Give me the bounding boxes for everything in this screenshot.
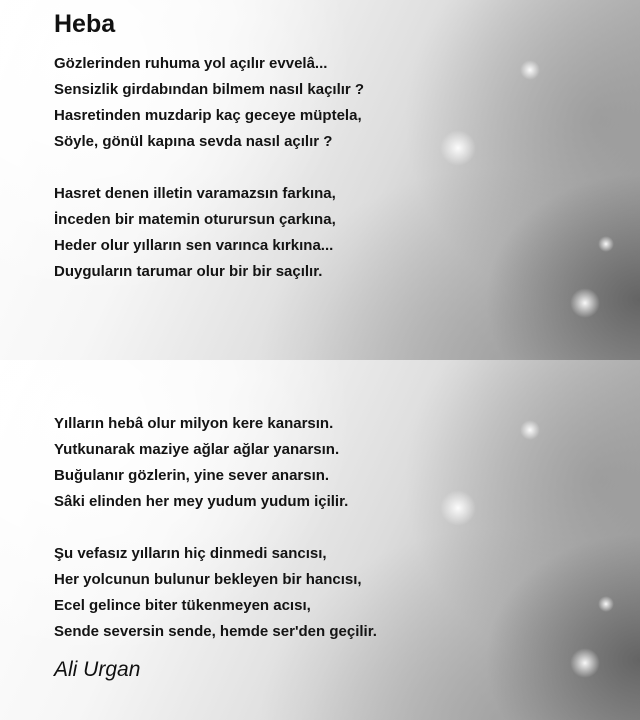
poem-line: Yılların hebâ olur milyon kere kanarsın. — [54, 415, 334, 432]
bokeh-light — [440, 130, 476, 166]
poem-stanza-4 — [54, 541, 377, 645]
poem-line: Hasretinden muzdarip kaç geceye müptela, — [54, 107, 362, 124]
poem-card-bottom — [0, 360, 640, 720]
poem-line: İnceden bir matemin oturursun çarkına, — [54, 211, 336, 228]
poem-line: Gözlerinden ruhuma yol açılır evvelâ... — [54, 55, 328, 72]
poem-stanza-1 — [54, 51, 364, 155]
bokeh-light — [570, 648, 600, 678]
poem-author: Ali Urgan — [54, 658, 141, 681]
bokeh-light — [520, 420, 540, 440]
bokeh-light — [520, 60, 540, 80]
poem-stanza-2 — [54, 181, 336, 285]
poem-line: Duyguların tarumar olur bir bir saçılır. — [54, 263, 323, 280]
poem-line: Heder olur yılların sen varınca kırkına... — [54, 237, 334, 254]
poem-line: Sâki elinden her mey yudum yudum içilir. — [54, 493, 349, 510]
poem-line: Yutkunarak maziye ağlar ağlar yanarsın. — [54, 441, 340, 458]
poem-line: Hasret denen illetin varamazsın farkına, — [54, 185, 336, 202]
poem-stanza-3 — [54, 411, 348, 515]
poem-line: Şu vefasız yılların hiç dinmedi sancısı, — [54, 545, 327, 562]
poem-line: Sensizlik girdabından bilmem nasıl kaçılır ? — [54, 81, 365, 98]
poem-line: Her yolcunun bulunur bekleyen bir hancısı, — [54, 571, 362, 588]
bokeh-light — [598, 236, 614, 252]
bokeh-light — [598, 596, 614, 612]
poem-line: Sende seversin sende, hemde ser'den geçilir. — [54, 623, 377, 640]
poem-title: Heba — [54, 10, 116, 38]
poem-line: Ecel gelince biter tükenmeyen acısı, — [54, 597, 311, 614]
poem-line: Buğulanır gözlerin, yine sever anarsın. — [54, 467, 330, 484]
bokeh-light — [440, 490, 476, 526]
poem-line: Söyle, gönül kapına sevda nasıl açılır ? — [54, 133, 333, 150]
bokeh-light — [570, 288, 600, 318]
